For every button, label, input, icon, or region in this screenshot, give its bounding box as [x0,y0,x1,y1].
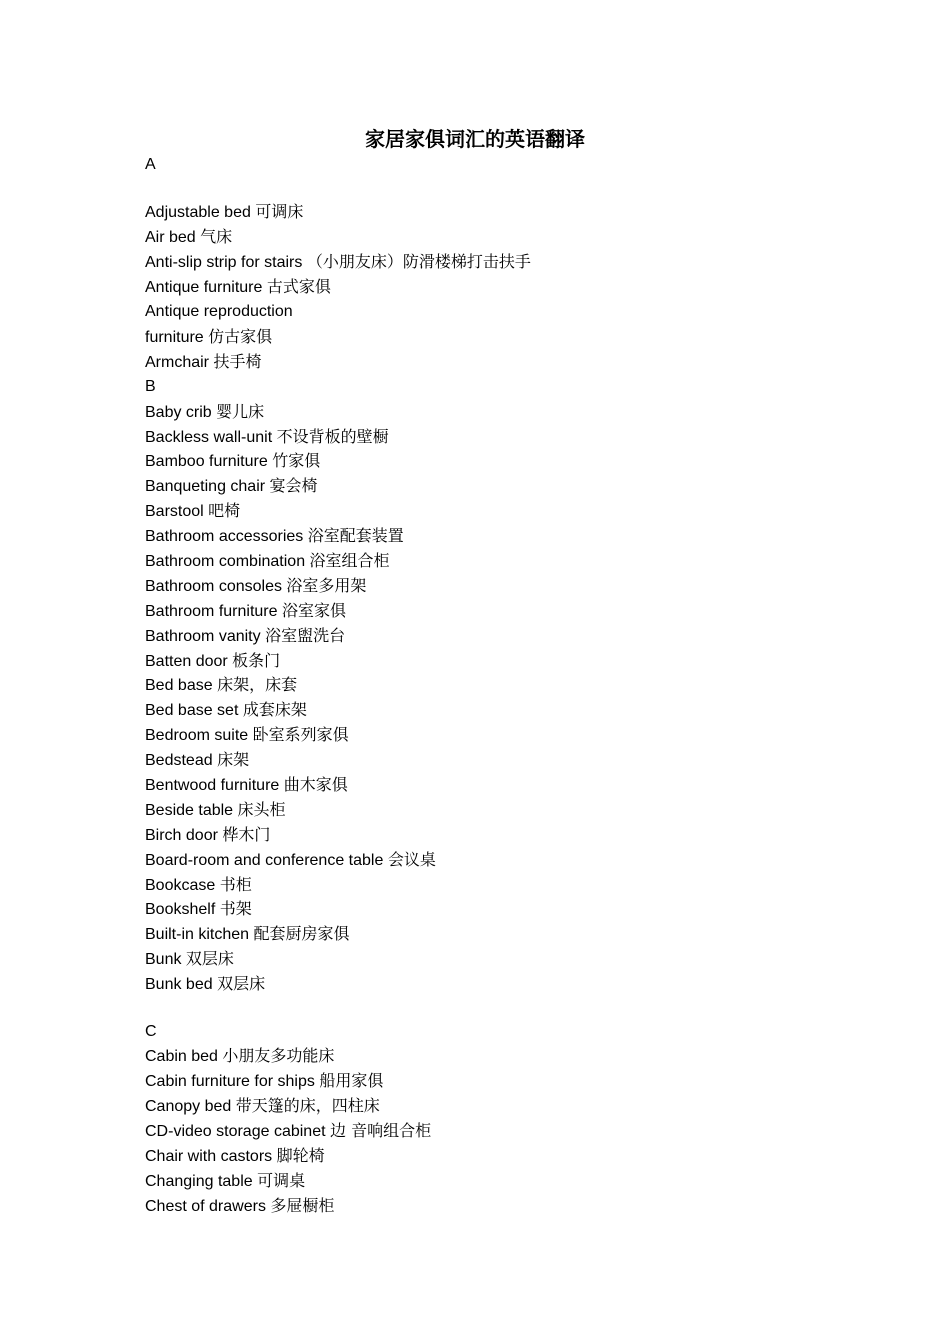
chinese-translation: 带天篷的床，四柱床 [235,1096,380,1116]
english-term: Bathroom accessories [145,528,308,546]
english-term: Bamboo furniture [145,453,273,471]
glossary-entry [145,499,845,524]
english-term: Air bed [145,229,201,247]
glossary-entry [145,574,845,599]
chinese-translation: 浴室组合柜 [309,550,390,570]
glossary-entry [145,673,845,698]
section-letter [145,1020,845,1045]
chinese-translation: 卧室系列家俱 [252,725,349,745]
glossary-entry [145,748,845,773]
english-term: Bunk bed [145,976,218,994]
chinese-translation: 婴儿床 [216,401,265,421]
glossary-entry [145,773,845,798]
chinese-translation: 可调床 [255,202,304,222]
chinese-translation: （小朋友床）防滑楼梯打击扶手 [306,252,531,272]
chinese-translation: 书架 [219,899,252,919]
chinese-translation: 桦木门 [222,824,271,844]
glossary-entry [145,549,845,574]
glossary-entry [145,200,845,225]
english-term: Barstool [145,503,209,521]
section-letter [145,375,845,400]
glossary-entry [145,823,845,848]
chinese-translation: 边 音响组合柜 [329,1121,432,1141]
glossary-entry [145,449,845,474]
english-term: Cabin bed [145,1048,223,1066]
glossary-entry [145,474,845,499]
chinese-translation: 浴室家俱 [281,600,346,620]
english-term: Bookcase [145,876,220,894]
chinese-translation: 吧椅 [208,501,241,521]
glossary-entry [145,698,845,723]
glossary-entry [145,972,845,997]
chinese-translation: 双层床 [217,974,266,994]
chinese-translation: 扶手椅 [213,351,262,371]
english-term: Bedroom suite [145,727,253,745]
english-term: Birch door [145,826,223,844]
english-term: C [145,1022,157,1040]
glossary-entry [145,1194,845,1219]
glossary-entry [145,624,845,649]
english-term: Bathroom combination [145,552,310,570]
english-term: Adjustable bed [145,204,256,222]
chinese-translation: 气床 [200,227,233,247]
glossary-entry [145,524,845,549]
english-term: CD-video storage cabinet [145,1123,330,1141]
english-term: Built-in kitchen [145,926,254,944]
glossary-entry [145,848,845,873]
glossary-entry [145,350,845,375]
glossary-entry [145,873,845,898]
english-term: Banqueting chair [145,478,270,496]
chinese-translation: 浴室配套装置 [307,526,404,546]
english-term: Beside table [145,801,238,819]
glossary-entry [145,425,845,450]
glossary-entry [145,1044,845,1069]
english-term: Batten door [145,652,233,670]
glossary-list [145,153,845,1219]
chinese-translation: 小朋友多功能床 [222,1046,335,1066]
glossary-entry [145,300,845,325]
english-term: Antique furniture [145,279,267,297]
english-term: Cabin furniture for ships [145,1073,320,1091]
chinese-translation: 船用家俱 [319,1071,384,1091]
chinese-translation: 板条门 [232,650,281,670]
glossary-entry [145,275,845,300]
english-term: B [145,377,156,395]
chinese-translation: 曲木家俱 [283,774,348,794]
glossary-entry [145,897,845,922]
chinese-translation: 床头柜 [237,799,286,819]
chinese-translation: 配套厨房家俱 [253,924,350,944]
glossary-entry [145,1069,845,1094]
english-term: Bentwood furniture [145,776,284,794]
english-term: Bunk [145,951,186,969]
english-term: Changing table [145,1172,258,1190]
english-term: Baby crib [145,403,217,421]
english-term: Chest of drawers [145,1197,271,1215]
english-term: Armchair [145,353,214,371]
chinese-translation: 古式家俱 [266,277,331,297]
glossary-entry [145,1169,845,1194]
english-term: A [145,156,156,173]
english-term: Bed base set [145,702,243,720]
chinese-translation: 浴室盥洗台 [265,625,346,645]
glossary-entry [145,649,845,674]
english-term: Backless wall-unit [145,428,277,446]
chinese-translation: 浴室多用架 [286,575,367,595]
chinese-translation: 床架，床套 [217,675,298,695]
english-term: Bedstead [145,752,218,770]
glossary-entry [145,1119,845,1144]
english-term: Bookshelf [145,901,220,919]
glossary-entry [145,947,845,972]
blank-line [145,178,845,201]
glossary-entry [145,325,845,350]
english-term: Antique reproduction [145,303,293,321]
chinese-translation: 脚轮椅 [276,1146,325,1166]
glossary-entry [145,400,845,425]
chinese-translation: 多屉橱柜 [270,1195,335,1215]
english-term: furniture [145,328,209,346]
chinese-translation: 双层床 [185,949,234,969]
english-term: Bed base [145,677,218,695]
chinese-translation: 宴会椅 [269,476,318,496]
glossary-entry [145,723,845,748]
chinese-translation: 成套床架 [242,700,307,720]
english-term: Bathroom furniture [145,602,282,620]
glossary-entry [145,922,845,947]
blank-line [145,997,845,1020]
english-term: Board-room and conference table [145,851,388,869]
chinese-translation: 床架 [217,750,250,770]
english-term: Anti-slip strip for stairs [145,254,307,272]
chinese-translation: 可调桌 [257,1170,306,1190]
glossary-entry [145,1144,845,1169]
english-term: Canopy bed [145,1098,236,1116]
chinese-translation: 仿古家俱 [208,326,273,346]
english-term: Bathroom vanity [145,627,266,645]
chinese-translation: 竹家俱 [272,451,321,471]
section-letter [145,153,845,178]
glossary-entry [145,1094,845,1119]
glossary-entry [145,798,845,823]
glossary-entry [145,599,845,624]
chinese-translation: 书柜 [219,874,252,894]
glossary-entry [145,225,845,250]
glossary-entry [145,250,845,275]
chinese-translation: 不设背板的壁橱 [276,426,389,446]
english-term: Bathroom consoles [145,577,287,595]
chinese-translation: 会议桌 [387,849,436,869]
english-term: Chair with castors [145,1148,277,1166]
page-title: 家居家俱词汇的英语翻译 [365,127,585,151]
